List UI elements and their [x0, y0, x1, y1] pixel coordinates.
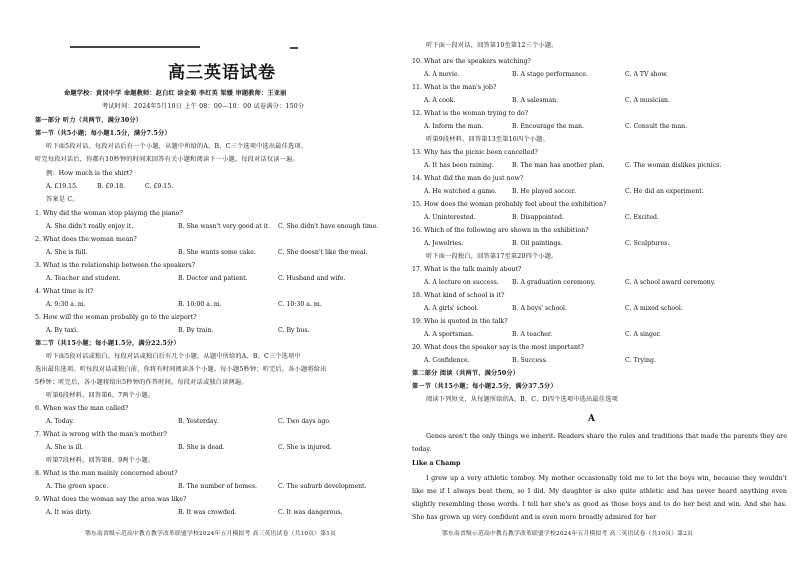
- part2-instruction: 阅读下列短文，从每题所给的A、B、C、D四个选项中选出最佳选项: [426, 396, 618, 403]
- option-c: C. The woman dislikes picnics.: [625, 162, 722, 169]
- question: 14. What did the man do just now?: [412, 175, 524, 182]
- option-b: B. Disappointed.: [512, 214, 564, 221]
- question: 6. When was the man called?: [35, 405, 129, 412]
- option-c: C. She is injured.: [278, 444, 332, 451]
- question: 4. What time is it?: [35, 288, 94, 295]
- question: 1. Why did the woman stop playing the piano?: [35, 210, 183, 217]
- option-a: A. A sportsman.: [424, 331, 474, 338]
- option-a: A. The green space.: [46, 483, 109, 490]
- option-c: C. Trying.: [625, 357, 656, 364]
- option-a: A. Uninterested.: [424, 214, 476, 221]
- question: 10. What are the speakers watching?: [412, 58, 531, 65]
- section2-instruction: 听下面5段对话或独白。每段对话或独白后有几个小题，从题中所给的A、B、C三个选项中: [46, 353, 301, 360]
- exam-title: 高三英语试卷: [168, 63, 276, 83]
- option-b: B. A boys' school.: [512, 305, 567, 312]
- question: 16. Which of the following are shown in the exhibition?: [412, 227, 589, 234]
- example-question: 例：How much is the shirt?: [46, 170, 133, 177]
- option-c: C. A TV show.: [625, 71, 668, 78]
- section1-instruction: 听完每段对话后，你都有10秒钟的时间来回答有关小题和阅读下一小题。每段对话仅读一遍。: [35, 156, 299, 163]
- option-c: C. Husband and wife.: [278, 275, 346, 282]
- option-a: A. It was dirty.: [46, 509, 92, 516]
- option-c: C. She didn't have enough time.: [278, 223, 379, 230]
- page-footer: 鄂东南省级示范高中教育教学改革联盟学校2024年五月模拟考 高三英语试卷（共10页）第2页: [442, 531, 694, 537]
- option-c: C. The suburb development.: [278, 483, 367, 490]
- section2-instruction: 选出最佳选项。听每段对话或独白前，你将有时间阅读各个小题，每小题5秒钟；听完后，各小题将给出: [35, 366, 327, 373]
- option-c: C. It was dangerous.: [278, 509, 343, 516]
- dialog-instruction: 听第9段材料，回答第13至第16四个小题。: [426, 136, 549, 143]
- option-a: A. Inform the man.: [424, 123, 484, 130]
- option-a: A. A movie.: [424, 71, 460, 78]
- option-a: A. A girls' school.: [424, 305, 479, 312]
- question: 2. What does the woman mean?: [35, 236, 137, 243]
- part2-title: 第二部分 阅读（共两节，满分50分）: [412, 370, 520, 377]
- question: 11. What is the man's job?: [412, 84, 497, 91]
- option-b: B. Yesterday.: [178, 418, 219, 425]
- option-a: A. She is full.: [46, 249, 88, 256]
- scan-smudge: [290, 47, 298, 49]
- option-b: B. The man has another plan.: [512, 162, 605, 169]
- option-b: B. She wasn't very good at it.: [178, 223, 271, 230]
- option-c: C. A musician.: [625, 97, 670, 104]
- option-a: A. 9:30 a. m.: [46, 301, 86, 308]
- option-b: B. She wants some cake.: [178, 249, 256, 256]
- option-c: C. She doesn't like the meal.: [278, 249, 368, 256]
- question: 5. How will the woman probably go to the airport?: [35, 314, 197, 321]
- option-c: C. Consult the man.: [625, 123, 688, 130]
- option-c: C. By bus.: [278, 327, 310, 334]
- option-a: A. He watched a game.: [424, 188, 497, 195]
- question: 20. What does the speaker say is the most important?: [412, 344, 584, 351]
- option-b: B. A teacher.: [512, 331, 553, 338]
- option-c: C. A school award ceremony.: [625, 279, 716, 286]
- passage-title: Like a Champ: [412, 460, 461, 467]
- option-a: A. A lecture on success.: [424, 279, 499, 286]
- option-a: A. A cook.: [424, 97, 456, 104]
- question: 8. What is the man mainly concerned about?: [35, 470, 178, 477]
- option-a: A. By taxi.: [46, 327, 79, 334]
- option-a: A. Jewelries.: [424, 240, 464, 247]
- option-a: A. Today.: [46, 418, 75, 425]
- example-option: B. £9.18.: [97, 183, 126, 190]
- dialog-instruction: 听第6段材料，回答第6、7两个小题。: [46, 392, 155, 399]
- exam-header-time: 考试时间：2024年5月10日 上午 08：00—10：00 试卷满分：150分: [102, 103, 305, 110]
- option-b: B. A salesman.: [512, 97, 559, 104]
- option-c: C. 10:30 a. m.: [278, 301, 322, 308]
- option-c: C. Sculptures.: [625, 240, 670, 247]
- option-c: C. Two days ago.: [278, 418, 331, 425]
- part1-title: 第一部分 听力（共两节，满分30分）: [35, 117, 143, 124]
- option-b: B. 10:00 a. m.: [178, 301, 222, 308]
- question: 7. What is wrong with the man's mother?: [35, 431, 167, 438]
- section1-title: 第一节（共5小题；每小题1.5分，满分7.5分）: [35, 130, 171, 137]
- example-option: C. £9.15.: [145, 183, 174, 190]
- example-option: A. £19.15.: [46, 183, 79, 190]
- section2-title: 第二节（共15小题；每小题1.5分，满分22.5分）: [35, 340, 180, 347]
- question: 19. Who is quoted in the talk?: [412, 318, 508, 325]
- passage-letter: A: [588, 414, 595, 424]
- option-c: C. A mixed school.: [625, 305, 683, 312]
- option-c: C. Excited.: [625, 214, 659, 221]
- option-b: B. The number of homes.: [178, 483, 257, 490]
- option-a: A. Confidence.: [424, 357, 470, 364]
- exam-header-authors: 命题学校：黄冈中学 命题教师：赵白红 涂金菊 李红英 梁媛 审题教师：王亚丽: [64, 90, 287, 97]
- option-b: B. Doctor and patient.: [178, 275, 248, 282]
- scan-smudge: [70, 46, 200, 48]
- option-b: B. A graduation ceremony.: [512, 279, 596, 286]
- question: 17. What is the talk mainly about?: [412, 266, 522, 273]
- option-b: B. Success.: [512, 357, 548, 364]
- option-b: B. He played soccer.: [512, 188, 576, 195]
- question: 18. What kind of school is it?: [412, 292, 505, 299]
- section1-instruction: 听下面5段对话。每段对话后有一个小题，从题中所给的A、B、C三个选项中选出最佳选项。: [46, 143, 308, 150]
- dialog-instruction: 听下面一段独白，回答第17至第20四个小题。: [426, 253, 558, 260]
- question: 3. What is the relationship between the speakers?: [35, 262, 196, 269]
- option-b: B. Encourage the man.: [512, 123, 585, 130]
- option-c: C. A singer.: [625, 331, 661, 338]
- option-a: A. Teacher and student.: [46, 275, 121, 282]
- dialog-instruction: 听下面一段对话，回答第10至第12三个小题。: [426, 42, 558, 49]
- section2-instruction: 5秒钟；听完后，各小题将给出5秒钟的作答时间。每段对话或独白读两遍。: [35, 379, 248, 386]
- option-c: C. He did an experiment.: [625, 188, 704, 195]
- question: 9. What does the woman say the area was like?: [35, 496, 187, 503]
- option-b: B. A stage performance.: [512, 71, 589, 78]
- option-b: B. By train.: [178, 327, 214, 334]
- part2-section1-title: 第一节（共15小题；每小题2.5分，满分37.5分）: [412, 383, 557, 390]
- example-answer: 答案是 C。: [46, 196, 79, 203]
- passage-body: I grew up a very athletic tomboy. My mother occasionally told me to let the boys win, because they wouldn't like me if I always beat them, so I did. My daughter is also quite athletic and has never heard anything even slightly resembling those words. I tell her she's as good as those boys and to do her best and win. And she has. She has grown up very confident and is even more broadly admired for her: [412, 474, 787, 521]
- option-b: B. Oil paintings.: [512, 240, 563, 247]
- option-a: A. She is ill.: [46, 444, 84, 451]
- dialog-instruction: 听第7段材料，回答第8、9两个小题。: [46, 457, 155, 464]
- question: 13. Why has the picnic been cancelled?: [412, 149, 538, 156]
- passage-intro: Genes aren't the only things we inherit. Readers share the rules and traditions that made the parents they are today.: [412, 432, 787, 453]
- exam-page-right: [400, 0, 800, 566]
- option-b: B. It was crowded.: [178, 509, 237, 516]
- option-a: A. It has been raining.: [424, 162, 494, 169]
- question: 12. What is the woman trying to do?: [412, 110, 529, 117]
- page-footer: 鄂东南省级示范高中教育教学改革联盟学校2024年五月模拟考 高三英语试卷（共10页）第1页: [85, 531, 337, 537]
- option-a: A. She didn't really enjoy it.: [46, 223, 134, 230]
- question: 15. How does the woman probably feel about the exhibition?: [412, 201, 607, 208]
- option-b: B. She is dead.: [178, 444, 225, 451]
